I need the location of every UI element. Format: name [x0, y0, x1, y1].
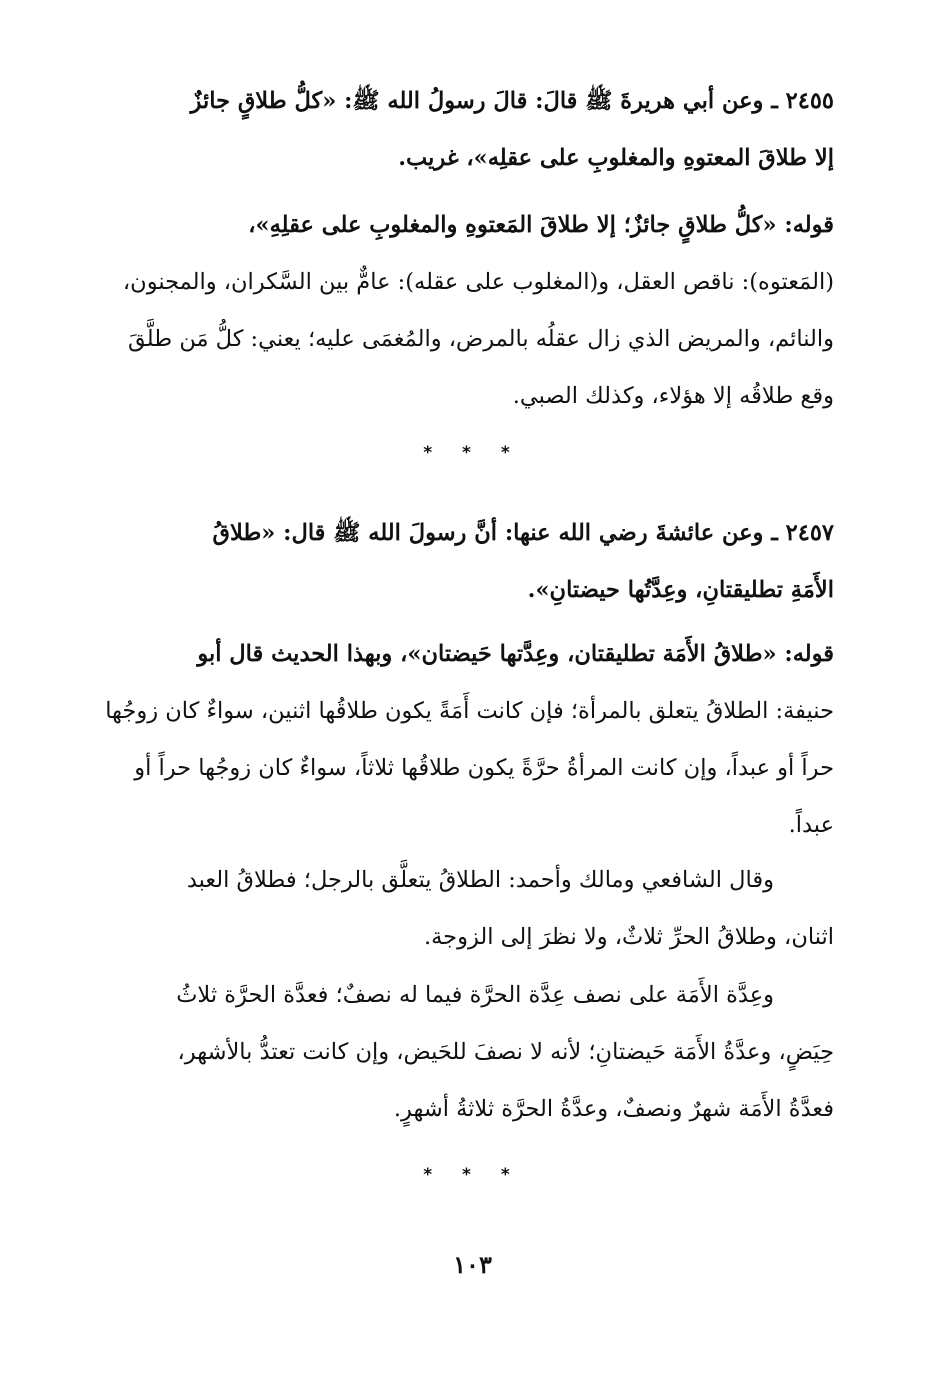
- commentary-2457-line-4: عبداً.: [788, 812, 834, 838]
- idda-paragraph: [112, 967, 834, 1138]
- idda-paragraph-line-1: وعِدَّة الأَمَة على نصف عِدَّة الحرَّة فيما له نصفٌ؛ فعدَّة الحرَّة ثلاثُ: [176, 982, 774, 1008]
- commentary-2457: [105, 626, 834, 854]
- shafii-paragraph: [112, 852, 834, 966]
- commentary-2455-line-3: والنائم، والمريض الذي زال عقلُه بالمرض، والمُغمَى عليه؛ يعني: كلُّ مَن طلَّقَ: [128, 326, 834, 352]
- commentary-2455-line-2: (المَعتوه): ناقص العقل، و(المغلوب على عقله): عامٌّ بين السَّكران، والمجنون،: [122, 269, 834, 295]
- commentary-2457-line-2: حنيفة: الطلاقُ يتعلق بالمرأة؛ فإن كانت أَمَةً يكون طلاقُها اثنين، سواءٌ كان زوجُها: [105, 698, 834, 724]
- idda-paragraph-line-2: حِيَضٍ، وعدَّةُ الأَمَة حَيضتانِ؛ لأنه لا نصفَ للحَيض، وإن كانت تعتدُّ بالأشهر،: [177, 1039, 834, 1065]
- section-separator: * * *: [423, 1165, 522, 1185]
- commentary-2455-line-1: قوله: «كلُّ طلاقٍ جائزٌ؛ إلا طلاقَ المَعتوهِ والمغلوبِ على عقلِهِ»،: [248, 212, 834, 238]
- commentary-2457-line-3: حراً أو عبداً، وإن كانت المرأةُ حرَّةً يكون طلاقُها ثلاثاً، سواءٌ كان زوجُها حراً أو: [134, 755, 834, 781]
- commentary-2457-line-1: قوله: «طلاقُ الأَمَة تطليقتان، وعِدَّتها حَيضتان»، وبهذا الحديث قال أبو: [197, 641, 834, 667]
- shafii-paragraph-line-2: اثنان، وطلاقُ الحرِّ ثلاثٌ، ولا نظرَ إلى الزوجة.: [423, 924, 834, 950]
- shafii-paragraph-line-1: وقال الشافعي ومالك وأحمد: الطلاقُ يتعلَّق بالرجل؛ فطلاقُ العبد: [186, 867, 774, 893]
- hadith-2455: [112, 73, 834, 187]
- hadith-2457-line-2: الأَمَةِ تطليقتانِ، وعِدَّتُها حيضتانِ».: [527, 577, 834, 603]
- commentary-2455-line-4: وقع طلاقُه إلا هؤلاء، وكذلك الصبي.: [512, 383, 834, 409]
- hadith-2457: [112, 505, 834, 619]
- hadith-2457-line-1: ٢٤٥٧ ـ وعن عائشةَ رضي الله عنها: أنَّ رسولَ الله ﷺ قال: «طلاقُ: [212, 520, 834, 546]
- page-number: ١٠٣: [453, 1250, 492, 1279]
- hadith-2455-line-2: إلا طلاقَ المعتوهِ والمغلوبِ على عقلِه»، غريب.: [398, 145, 834, 171]
- commentary-2455: [112, 197, 834, 425]
- hadith-2455-line-1: ٢٤٥٥ ـ وعن أبي هريرةَ ﷺ قالَ: قالَ رسولُ الله ﷺ: «كلُّ طلاقٍ جائزٌ: [190, 88, 834, 114]
- section-separator: * * *: [423, 443, 522, 463]
- idda-paragraph-line-3: فعدَّةُ الأَمَة شهرٌ ونصفٌ، وعدَّةُ الحرَّة ثلاثةُ أشهرٍ.: [393, 1096, 834, 1122]
